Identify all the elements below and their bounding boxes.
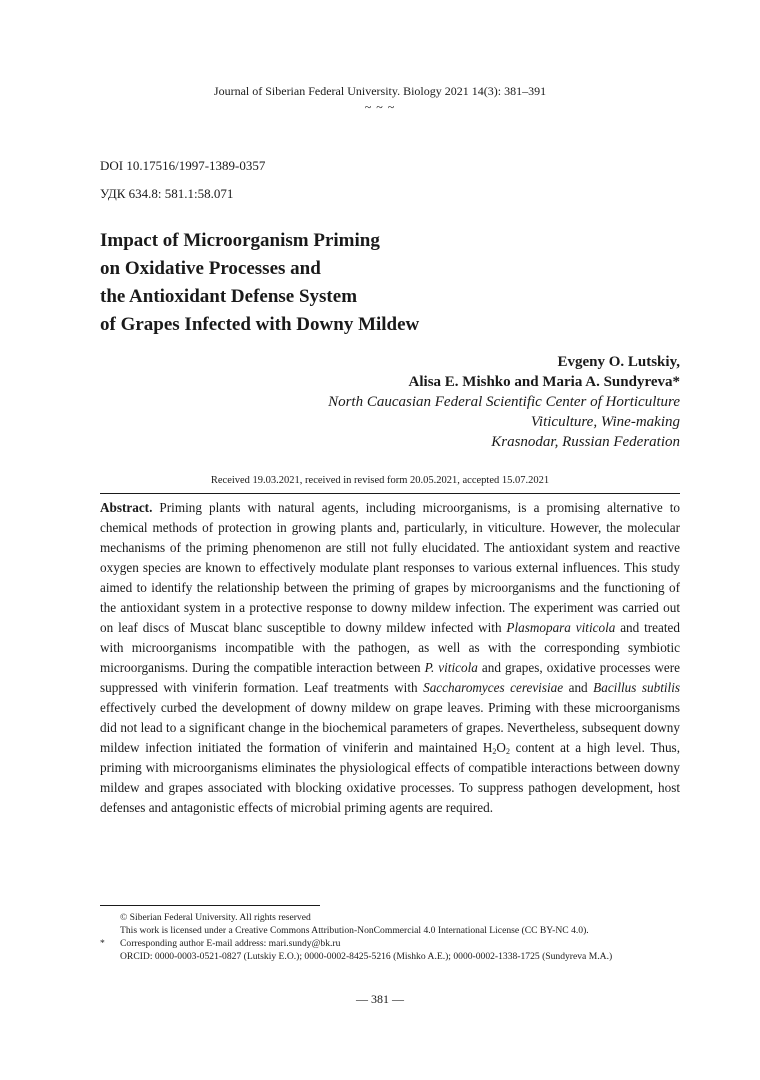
- species-name: Bacillus subtilis: [593, 680, 681, 695]
- footnotes: [100, 911, 680, 963]
- abstract-text: effectively curbed the development of downy mildew on grape leaves. Priming with these microorganisms did not lead to a significant change in the biochemical parameters of grapes. Nevertheless, subsequent downy mildew infection initiated the formation of viniferin and maintained H: [100, 700, 680, 755]
- species-name: P. viticola: [424, 660, 478, 675]
- corresponding-author-note[interactable]: Corresponding author E-mail address: mari.sundy@bk.ru: [120, 938, 341, 949]
- species-name: Saccharomyces cerevisiae: [423, 680, 564, 695]
- title-line: of Grapes Infected with Downy Mildew: [100, 314, 420, 335]
- abstract-text: O: [496, 740, 506, 755]
- udk-code: УДК 634.8: 581.1:58.071: [100, 186, 234, 201]
- subscript: 2: [492, 747, 497, 756]
- affiliation-line: Krasnodar, Russian Federation: [491, 434, 680, 450]
- abstract-text: content at a high level. Thus, priming with microorganisms eliminates the physiological effects of compatible interactions between downy mildew and grapes associated with blocking oxidative processes. To suppress pathogen development, host defenses and antagonistic effects of microbial priming agents are required.: [100, 740, 680, 815]
- footnote-row: [100, 924, 680, 937]
- copyright-note: © Siberian Federal University. All rights reserved: [120, 912, 311, 923]
- license-note[interactable]: This work is licensed under a Creative Commons Attribution-NonCommercial 4.0 International License (CC BY-NC 4.0).: [120, 925, 589, 936]
- asterisk-mark: *: [100, 938, 105, 949]
- species-name: Plasmopara viticola: [506, 620, 616, 635]
- header-ornament: ~ ~ ~: [364, 100, 396, 114]
- abstract: [100, 498, 680, 818]
- footnote-divider: [100, 905, 320, 906]
- abstract-text: and grapes, oxidative processes were suppressed with viniferin formation. Leaf treatments with: [100, 660, 680, 695]
- author-line: Evgeny O. Lutskiy,: [557, 354, 680, 370]
- journal-citation: Journal of Siberian Federal University. Biology 2021 14(3): 381–391: [213, 84, 547, 98]
- footnote-mark-empty: [100, 950, 120, 963]
- page-number: — 381 —: [356, 992, 404, 1006]
- abstract-label: Abstract.: [100, 500, 153, 515]
- affiliation-line: North Caucasian Federal Scientific Center of Horticulture: [328, 394, 680, 410]
- doi[interactable]: DOI 10.17516/1997-1389-0357: [100, 158, 266, 173]
- received-dates: Received 19.03.2021, received in revised form 20.05.2021, accepted 15.07.2021: [210, 475, 550, 486]
- author-block: [328, 352, 680, 452]
- footnote-mark-empty: [100, 924, 120, 937]
- footnote-row: [100, 937, 680, 950]
- orcid-note[interactable]: ORCID: 0000-0003-0521-0827 (Lutskiy E.O.); 0000-0002-8425-5216 (Mishko A.E.); 0000-0002-1338-1725 (Sundyreva M.A.): [120, 951, 613, 962]
- abstract-text: and: [563, 680, 594, 695]
- article-title: [100, 227, 620, 339]
- author-line: Alisa E. Mishko and Maria A. Sundyreva*: [408, 374, 680, 390]
- title-line: Impact of Microorganism Priming: [100, 230, 380, 251]
- footnote-row: [100, 911, 680, 924]
- footnote-row: [100, 950, 680, 963]
- footnote-mark-empty: [100, 911, 120, 924]
- title-line: on Oxidative Processes and: [100, 258, 321, 279]
- subscript: 2: [505, 747, 510, 756]
- title-line: the Antioxidant Defense System: [100, 286, 358, 307]
- affiliation-line: Viticulture, Wine-making: [530, 414, 680, 430]
- divider: [100, 493, 680, 494]
- abstract-text: and treated with microorganisms incompatible with the pathogen, as well as with the corresponding symbiotic microorganisms. During the compatible interaction between: [100, 620, 680, 675]
- abstract-text: Priming plants with natural agents, including microorganisms, is a promising alternative to chemical methods of protection in growing plants and, particularly, in viticulture. However, the molecular mechanisms of the priming phenomenon are still not fully elucidated. The antioxidant system and reactive oxygen species are known to effectively modulate plant responses to various external influences. This study aimed to identify the relationship between the priming of grapes by microorganisms and the functioning of the antioxidant system in a protective response to downy mildew infection. The experiment was carried out on leaf discs of Muscat blanc susceptible to downy mildew infected with: [100, 500, 680, 635]
